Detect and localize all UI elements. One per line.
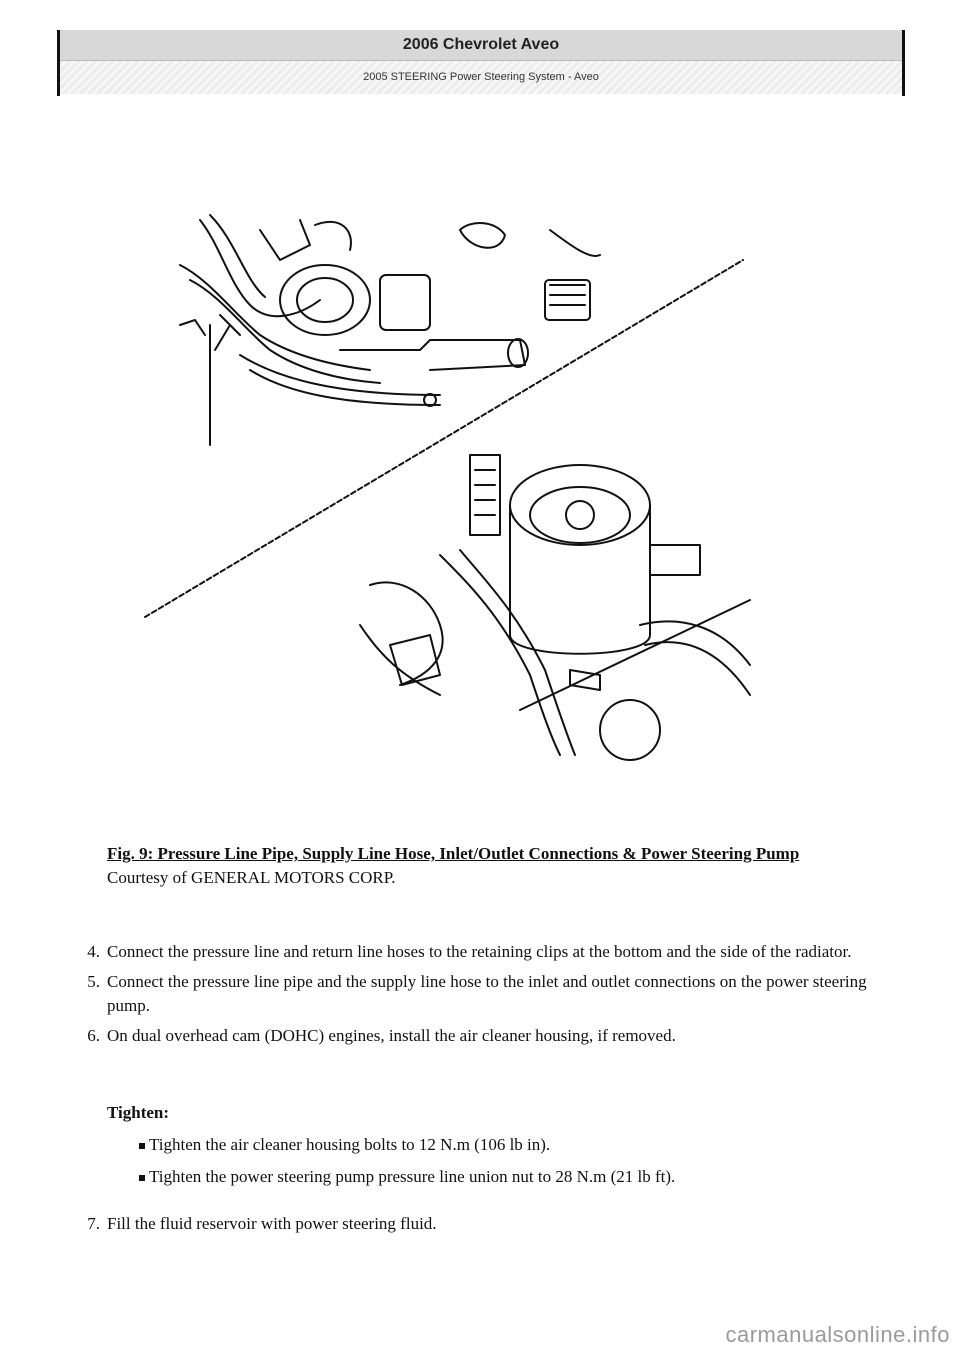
step-number: 6. [87,1026,100,1045]
step-number: 7. [87,1214,100,1233]
caption-title: Fig. 9: Pressure Line Pipe, Supply Line Hose, Inlet/Outlet Connections & Power Steering Pump [107,844,800,863]
step-4 [72,940,892,964]
step-number: 4. [87,942,100,961]
document-subtitle: 2005 STEERING Power Steering System - Aveo [60,61,902,94]
step-6 [72,1024,892,1048]
tighten-item [107,1165,887,1189]
step-text: On dual overhead cam (DOHC) engines, install the air cleaner housing, if removed. [107,1026,676,1045]
caption-credit: Courtesy of GENERAL MOTORS CORP. [107,868,396,887]
step-5 [72,970,892,1018]
watermark: carmanualsonline.info [725,1322,950,1347]
page-header [57,30,905,96]
tighten-section [107,1101,887,1197]
tighten-item-text: Tighten the air cleaner housing bolts to 12 N.m (106 lb in). [149,1135,551,1154]
procedure-steps [72,940,892,1054]
document-title: 2006 Chevrolet Aveo [60,30,902,61]
figure-caption [107,842,887,890]
step-7 [72,1212,892,1242]
tighten-item-text: Tighten the power steering pump pressure line union nut to 28 N.m (21 lb ft). [149,1167,676,1186]
tighten-item [107,1133,887,1157]
step-text: Connect the pressure line and return line hoses to the retaining clips at the bottom and the side of the radiator. [107,942,852,961]
step-text: Fill the fluid reservoir with power steering fluid. [107,1214,437,1233]
bullet-icon [139,1143,145,1149]
bullet-icon [139,1175,145,1181]
tighten-heading: Tighten: [107,1103,170,1122]
power-steering-diagram [140,205,760,770]
step-number: 5. [87,972,100,991]
step-text: Connect the pressure line pipe and the supply line hose to the inlet and outlet connections on the power steering pump. [107,972,867,1015]
